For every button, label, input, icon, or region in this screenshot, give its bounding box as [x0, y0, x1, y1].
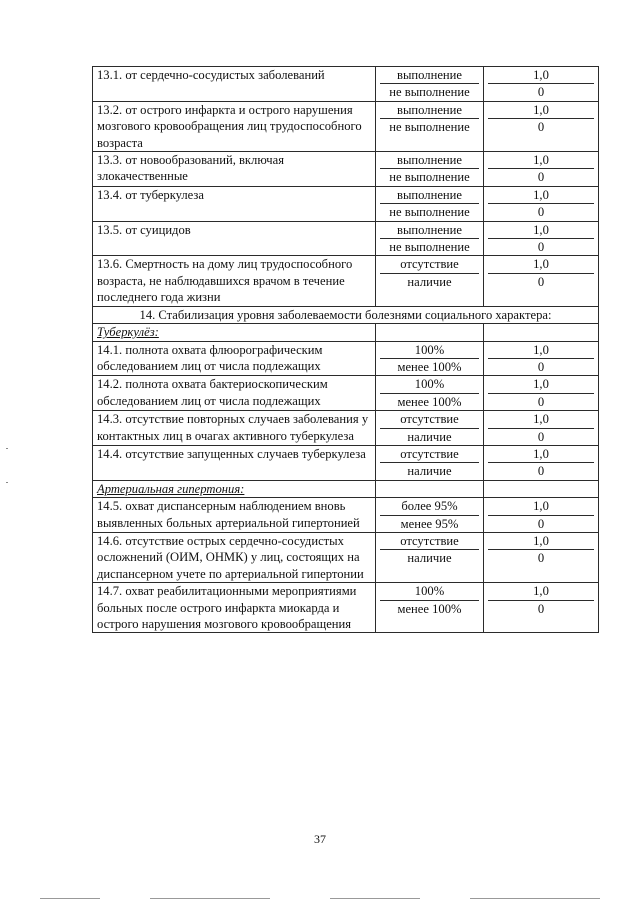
- condition-cell: [376, 221, 484, 256]
- condition-cell: [376, 498, 484, 533]
- condition-value: 100%: [380, 376, 479, 393]
- criterion-cell: 13.4. от туберкулеза: [93, 186, 376, 221]
- table-row: [93, 101, 599, 151]
- subheading: Туберкулёз:: [93, 324, 376, 341]
- condition-cell: [376, 583, 484, 633]
- condition-value: выполнение: [380, 187, 479, 204]
- score-value: 0: [537, 516, 545, 531]
- score-value: 0: [537, 170, 545, 185]
- score-value: 0: [537, 85, 545, 100]
- criterion-cell: 14.1. полнота охвата флюорографическим обследованием лиц от числа подлежащих: [93, 341, 376, 376]
- condition-value: выполнение: [380, 222, 479, 239]
- score-value: 0: [537, 120, 545, 135]
- table-row: [93, 67, 599, 102]
- condition-value: выполнение: [380, 102, 479, 119]
- empty-cell: [376, 480, 484, 497]
- score-value: 0: [537, 394, 545, 409]
- condition-value: не выполнение: [389, 205, 470, 220]
- score-value: 1,0: [488, 498, 594, 515]
- condition-cell: [376, 376, 484, 411]
- score-value: 0: [537, 274, 545, 289]
- score-value: 1,0: [488, 102, 594, 119]
- score-value: 1,0: [488, 342, 594, 359]
- score-value: 1,0: [488, 583, 594, 600]
- condition-value: 100%: [380, 583, 479, 600]
- condition-value: отсутствие: [380, 411, 479, 428]
- condition-value: не выполнение: [389, 85, 470, 100]
- condition-value: 100%: [380, 342, 479, 359]
- criterion-cell: 14.2. полнота охвата бактериоскопическим обследованием лиц от числа подлежащих: [93, 376, 376, 411]
- condition-cell: [376, 341, 484, 376]
- table-row: [93, 341, 599, 376]
- score-value: 1,0: [488, 67, 594, 84]
- score-cell: [484, 341, 599, 376]
- table-row: [93, 532, 599, 582]
- table-row: [93, 445, 599, 480]
- section-heading: 14. Стабилизация уровня заболеваемости болезнями социального характера:: [93, 306, 599, 323]
- score-value: 1,0: [488, 533, 594, 550]
- table-row: [93, 256, 599, 306]
- condition-value: наличие: [407, 551, 452, 566]
- criterion-cell: 13.3. от новообразований, включая злокачественные: [93, 152, 376, 187]
- condition-value: не выполнение: [389, 240, 470, 255]
- scan-mark: [6, 482, 8, 483]
- table-row: [93, 498, 599, 533]
- condition-cell: [376, 256, 484, 306]
- section-heading-row: [93, 306, 599, 323]
- score-cell: [484, 101, 599, 151]
- score-cell: [484, 221, 599, 256]
- criterion-cell: 14.6. отсутствие острых сердечно-сосудистых осложнений (ОИМ, ОНМК) у лиц, состоящих на диспансерном учете по артериальной гипертонии: [93, 532, 376, 582]
- criterion-cell: 13.6. Смертность на дому лиц трудоспособного возраста, не наблюдавшихся врачом в течение последнего года жизни: [93, 256, 376, 306]
- subheading: Артериальная гипертония:: [93, 480, 376, 497]
- scan-footer-line: [40, 898, 100, 899]
- score-value: 1,0: [488, 411, 594, 428]
- score-value: 1,0: [488, 376, 594, 393]
- condition-value: отсутствие: [380, 256, 479, 273]
- condition-value: наличие: [407, 429, 452, 444]
- condition-value: наличие: [407, 464, 452, 479]
- subheading-row: [93, 480, 599, 497]
- condition-value: не выполнение: [389, 170, 470, 185]
- table-row: [93, 186, 599, 221]
- condition-value: менее 100%: [397, 601, 462, 616]
- condition-cell: [376, 411, 484, 446]
- score-cell: [484, 532, 599, 582]
- score-cell: [484, 376, 599, 411]
- condition-value: отсутствие: [380, 446, 479, 463]
- criteria-table: [92, 66, 599, 633]
- condition-cell: [376, 152, 484, 187]
- criterion-cell: 14.7. охват реабилитационными мероприятиями больных после острого инфаркта миокарда и острого нарушения мозгового кровообращения: [93, 583, 376, 633]
- scan-footer-line: [150, 898, 270, 899]
- condition-value: отсутствие: [380, 533, 479, 550]
- condition-value: менее 100%: [397, 394, 462, 409]
- score-cell: [484, 583, 599, 633]
- empty-cell: [376, 324, 484, 341]
- score-cell: [484, 445, 599, 480]
- score-value: 1,0: [488, 256, 594, 273]
- score-value: 1,0: [488, 222, 594, 239]
- score-value: 0: [537, 464, 545, 479]
- criteria-table-body: [93, 67, 599, 633]
- criterion-cell: 13.2. от острого инфаркта и острого нарушения мозгового кровообращения лиц трудоспособного возраста: [93, 101, 376, 151]
- condition-value: менее 100%: [397, 359, 462, 374]
- condition-value: выполнение: [380, 67, 479, 84]
- empty-cell: [484, 324, 599, 341]
- condition-value: менее 95%: [400, 516, 459, 531]
- condition-cell: [376, 101, 484, 151]
- score-value: 0: [537, 240, 545, 255]
- score-value: 0: [537, 359, 545, 374]
- table-row: [93, 411, 599, 446]
- scan-footer-line: [330, 898, 420, 899]
- score-value: 1,0: [488, 187, 594, 204]
- condition-value: наличие: [407, 274, 452, 289]
- score-value: 1,0: [488, 152, 594, 169]
- condition-value: выполнение: [380, 152, 479, 169]
- table-row: [93, 152, 599, 187]
- score-cell: [484, 152, 599, 187]
- condition-cell: [376, 67, 484, 102]
- page-number: 37: [314, 832, 326, 846]
- empty-cell: [484, 480, 599, 497]
- scan-mark: [6, 448, 8, 449]
- subheading-row: [93, 324, 599, 341]
- score-value: 0: [537, 551, 545, 566]
- scan-footer-line: [470, 898, 600, 899]
- condition-cell: [376, 532, 484, 582]
- score-value: 1,0: [488, 446, 594, 463]
- condition-cell: [376, 186, 484, 221]
- score-cell: [484, 186, 599, 221]
- criterion-cell: 13.5. от суицидов: [93, 221, 376, 256]
- condition-value: не выполнение: [389, 120, 470, 135]
- table-row: [93, 221, 599, 256]
- criterion-cell: 13.1. от сердечно-сосудистых заболеваний: [93, 67, 376, 102]
- score-value: 0: [537, 205, 545, 220]
- score-value: 0: [537, 601, 545, 616]
- criterion-cell: 14.5. охват диспансерным наблюдением вновь выявленных больных артериальной гипертонией: [93, 498, 376, 533]
- criterion-cell: 14.3. отсутствие повторных случаев заболевания у контактных лиц в очагах активного туберкулеза: [93, 411, 376, 446]
- table-row: [93, 583, 599, 633]
- score-cell: [484, 498, 599, 533]
- table-row: [93, 376, 599, 411]
- score-cell: [484, 67, 599, 102]
- score-value: 0: [537, 429, 545, 444]
- score-cell: [484, 411, 599, 446]
- score-cell: [484, 256, 599, 306]
- criterion-cell: 14.4. отсутствие запущенных случаев туберкулеза: [93, 445, 376, 480]
- condition-value: более 95%: [380, 498, 479, 515]
- condition-cell: [376, 445, 484, 480]
